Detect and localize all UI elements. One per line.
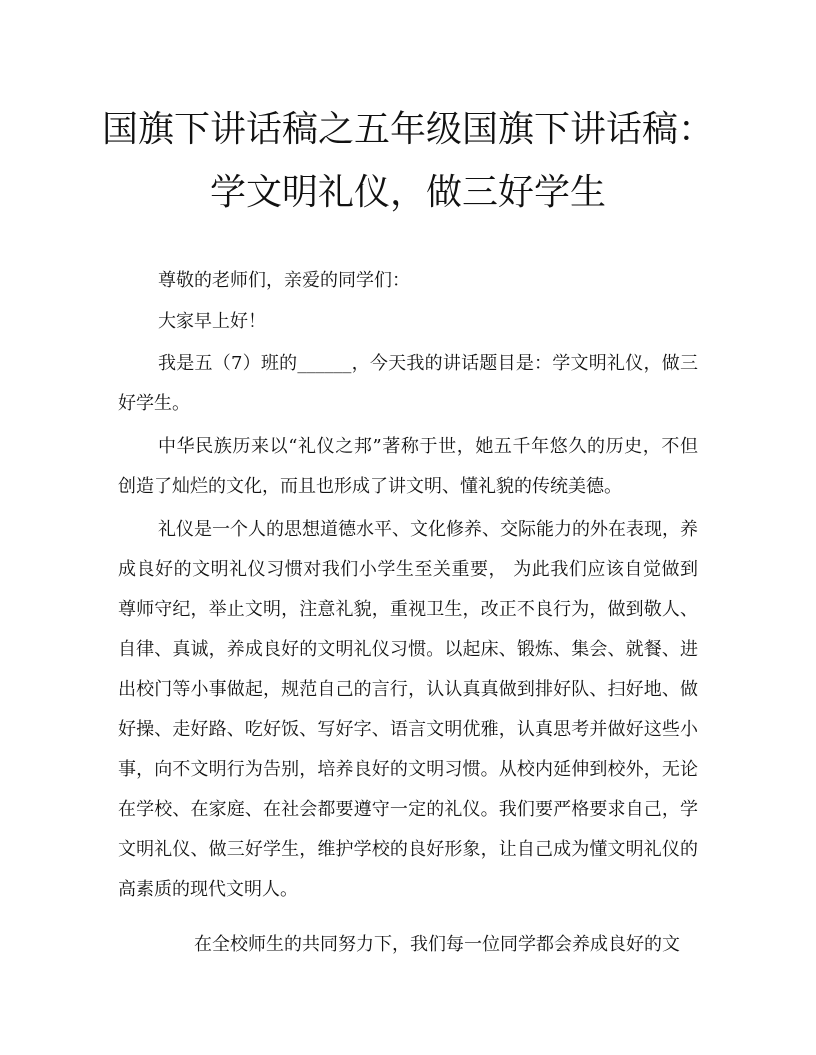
document-title-line-1: 国旗下讲话稿之五年级国旗下讲话稿：	[101, 109, 714, 150]
paragraph-etiquette: 礼仪是一个人的思想道德水平、文化修养、交际能力的外在表现，养成良好的文明礼仪习惯对我们小学生至关重要， 为此我们应该自觉做到尊师守纪，举止文明，注意礼貌，重视卫生，改正不良行为，做到敬人、自律、真诚，养成良好的文明礼仪习惯。以起床、锻炼、集会、就餐、进出校门等小事做起，规范自己的言行，认认真真做到排好队、扫好地、做好操、走好路、吃好饭、写好字、语言文明优雅，认真思考并做好这些小事，向不文明行为告别，培养良好的文明习惯。从校内延伸到校外，无论在学校、在家庭、在社会都要遵守一定的礼仪。我们要严格要求自己，学文明礼仪、做三好学生，维护学校的良好形象，让自己成为懂文明礼仪的高素质的现代文明人。	[118, 519, 698, 900]
paragraph-tradition: 中华民族历来以“礼仪之邦”著称于世，她五千年悠久的历史，不但创造了灿烂的文化，而且也形成了讲文明、懂礼貌的传统美德。	[118, 436, 698, 497]
paragraph-introduction: 我是五（7）班的______，今天我的讲话题目是：学文明礼仪，做三好学生。	[118, 353, 698, 414]
document-title-line-2: 学文明礼仪，做三好学生	[209, 172, 606, 213]
paragraph-closing: 在全校师生的共同努力下，我们每一位同学都会养成良好的文	[194, 934, 680, 955]
paragraph-good-morning: 大家早上好！	[158, 311, 266, 332]
paragraph-greeting: 尊敬的老师们，亲爱的同学们：	[158, 270, 410, 291]
